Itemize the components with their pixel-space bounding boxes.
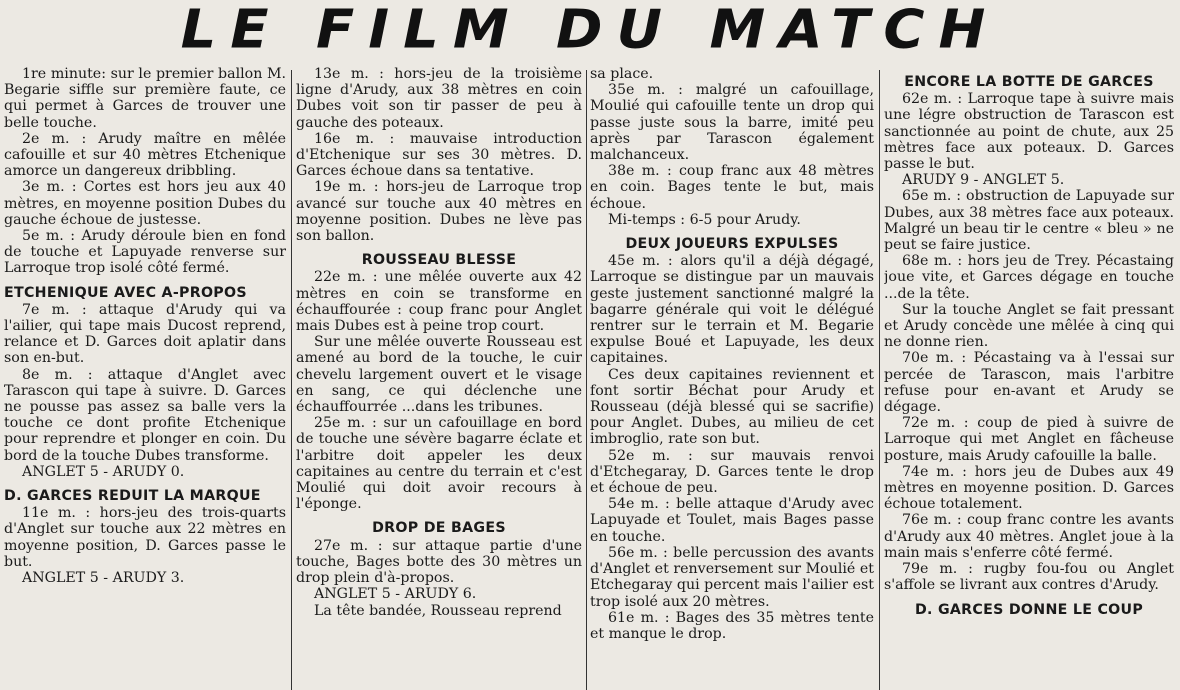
paragraph: Ces deux capitaines reviennent et font sortir Béchat pour Arudy et Rousseau (déjà blessé qui se sacrifie) pour Anglet. Dubes, au milieu de cet imbroglio, rate son but. — [590, 366, 874, 448]
score-line: ANGLET 5 - ARUDY 0. — [22, 463, 185, 480]
column-rule — [586, 70, 587, 690]
column-2 — [296, 66, 582, 690]
paragraph: 35e m. : malgré un cafouillage, Moulié qui cafouille tente un drop qui passe juste sous la barre, imité peu après par Tarascon également malchanceux. — [590, 82, 874, 164]
paragraph: 8e m. : attaque d'Anglet avec Tarascon qui tape à suivre. D. Garces ne pousse pas assez sa balle vers la touche ce dont profite Etchenique pour reprendre et plonger en coin. Du bord de la touche Dubes transforme. — [4, 366, 286, 464]
paragraph: 76e m. : coup franc contre les avants d'Arudy aux 40 mètres. Anglet joue à la main mais s'enferre côté fermé. — [884, 512, 1174, 561]
section-heading: D. GARCES REDUIT LA MARQUE — [4, 488, 261, 505]
paragraph: 61e m. : Bages des 35 mètres tente et manque le drop. — [590, 609, 874, 642]
paragraph: 22e m. : une mêlée ouverte aux 42 mètres en coin se transforme en échauffourée : coup franc pour Anglet mais Dubes est à peine trop court. — [296, 269, 582, 335]
column-rule — [291, 70, 292, 690]
column-rule — [879, 70, 880, 690]
score-line: Mi-temps : 6-5 pour Arudy. — [608, 211, 801, 228]
column-1 — [4, 66, 286, 690]
paragraph: 3e m. : Cortes est hors jeu aux 40 mètres, en moyenne position Dubes du gauche échoue de justesse. — [4, 179, 286, 228]
paragraph: 25e m. : sur un cafouillage en bord de touche une sévère bagarre éclate et l'arbitre doit appeler les deux capitaines au centre du terrain et c'est Moulié qui doit avoir recours à l'éponge. — [296, 415, 582, 513]
section-heading: D. GARCES DONNE LE COUP — [914, 601, 1144, 618]
paragraph: sa place. — [590, 66, 654, 82]
paragraph: 56e m. : belle percussion des avants d'Anglet et renversement sur Moulié et Etchegaray qui percent mais l'ailier est trop isolé aux 20 mètres. — [590, 544, 874, 610]
score-line: ANGLET 5 - ARUDY 6. — [314, 586, 477, 603]
section-heading: ROUSSEAU BLESSE — [361, 252, 517, 269]
section-heading: DEUX JOUEURS EXPULSES — [625, 236, 839, 253]
paragraph: 74e m. : hors jeu de Dubes aux 49 mètres en moyenne position. D. Garces échoue totalement. — [884, 463, 1174, 513]
paragraph: 2e m. : Arudy maître en mêlée cafouille et sur 40 mètres Etchenique amorce un dangereux dribbling. — [4, 130, 286, 180]
paragraph: Sur la touche Anglet se fait pressant et Arudy concède une mêlée à cinq qui ne donne rien. — [884, 301, 1174, 351]
paragraph: 1re minute: sur le premier ballon M. Begarie siffle sur première faute, ce qui permet à Garces de trouver une belle touche. — [4, 66, 286, 131]
paragraph: 45e m. : alors qu'il a déjà dégagé, Larroque se distingue par un mauvais geste justement sanctionné malgré la bagarre générale qui voit le délégué rentrer sur le terrain et M. Begarie expulse Boué et Lapuyade, les deux capitaines. — [590, 253, 874, 367]
section-heading: ENCORE LA BOTTE DE GARCES — [904, 74, 1154, 90]
paragraph: 72e m. : coup de pied à suivre de Larroque qui met Anglet en fâcheuse posture, mais Arudy cafouille la balle. — [884, 415, 1174, 464]
section-heading: DROP DE BAGES — [372, 520, 506, 537]
paragraph: Sur une mêlée ouverte Rousseau est amené au bord de la touche, le cuir chevelu largement ouvert et le visage en sang, ce qui déclenche une échauffourrée ...dans les tribunes. — [296, 334, 582, 416]
paragraph: 13e m. : hors-jeu de la troisième ligne d'Arudy, aux 38 mètres en coin Dubes voit son tir passer de peu à gauche des poteaux. — [296, 66, 582, 131]
section-heading: ETCHENIQUE AVEC A-PROPOS — [4, 284, 247, 301]
score-line: ARUDY 9 - ANGLET 5. — [902, 172, 1065, 189]
paragraph: 27e m. : sur attaque partie d'une touche, Bages botte des 30 mètres un drop plein d'à-propos. — [296, 537, 582, 587]
paragraph: 7e m. : attaque d'Arudy qui va l'ailier, qui tape mais Ducost reprend, relance et D. Garces doit aplatir dans son en-but. — [4, 301, 286, 367]
paragraph: La tête bandée, Rousseau reprend — [314, 602, 562, 619]
paragraph: 70e m. : Pécastaing va à l'essai sur percée de Tarascon, mais l'arbitre refuse pour en-avant et Arudy se dégage. — [884, 350, 1174, 416]
paragraph: 38e m. : coup franc aux 48 mètres en coin. Bages tente le but, mais échoue. — [590, 163, 874, 212]
paragraph: 11e m. : hors-jeu des trois-quarts d'Anglet sur touche aux 22 mètres en moyenne position, D. Garces passe le but. — [4, 505, 286, 570]
paragraph: 79e m. : rugby fou-fou ou Anglet s'affole se livrant aux contres d'Arudy. — [884, 561, 1174, 594]
paragraph: 52e m. : sur mauvais renvoi d'Etchegaray, D. Garces tente le drop et échoue de peu. — [590, 447, 874, 497]
paragraph: 19e m. : hors-jeu de Larroque trop avancé sur touche aux 40 mètres en moyenne position. Dubes ne lève pas son ballon. — [296, 179, 582, 245]
score-line: ANGLET 5 - ARUDY 3. — [22, 570, 185, 587]
paragraph: 5e m. : Arudy déroule bien en fond de touche et Lapuyade renverse sur Larroque trop isolé côté fermé. — [4, 228, 286, 277]
paragraph: 16e m. : mauvaise introduction d'Etchenique sur ses 30 mètres. D. Garces échoue dans sa tentative. — [296, 130, 582, 180]
paragraph: 62e m. : Larroque tape à suivre mais une légre obstruction de Tarascon est sanctionnée au point de chute, aux 25 mètres face aux poteaux. D. Garces passe le but. — [884, 91, 1174, 173]
paragraph: 65e m. : obstruction de Lapuyade sur Dubes, aux 38 mètres face aux poteaux. Malgré un beau tir le centre « bleu » ne peut se faire justice. — [884, 188, 1174, 254]
headline: LE FILM DU MATCH — [180, 0, 1000, 61]
column-4 — [884, 66, 1174, 690]
column-3 — [590, 66, 874, 690]
paragraph: 68e m. : hors jeu de Trey. Pécastaing joue vite, et Garces dégage en touche ...de la tête. — [884, 253, 1174, 302]
paragraph: 54e m. : belle attaque d'Arudy avec Lapuyade et Toulet, mais Bages passe en touche. — [590, 496, 874, 545]
